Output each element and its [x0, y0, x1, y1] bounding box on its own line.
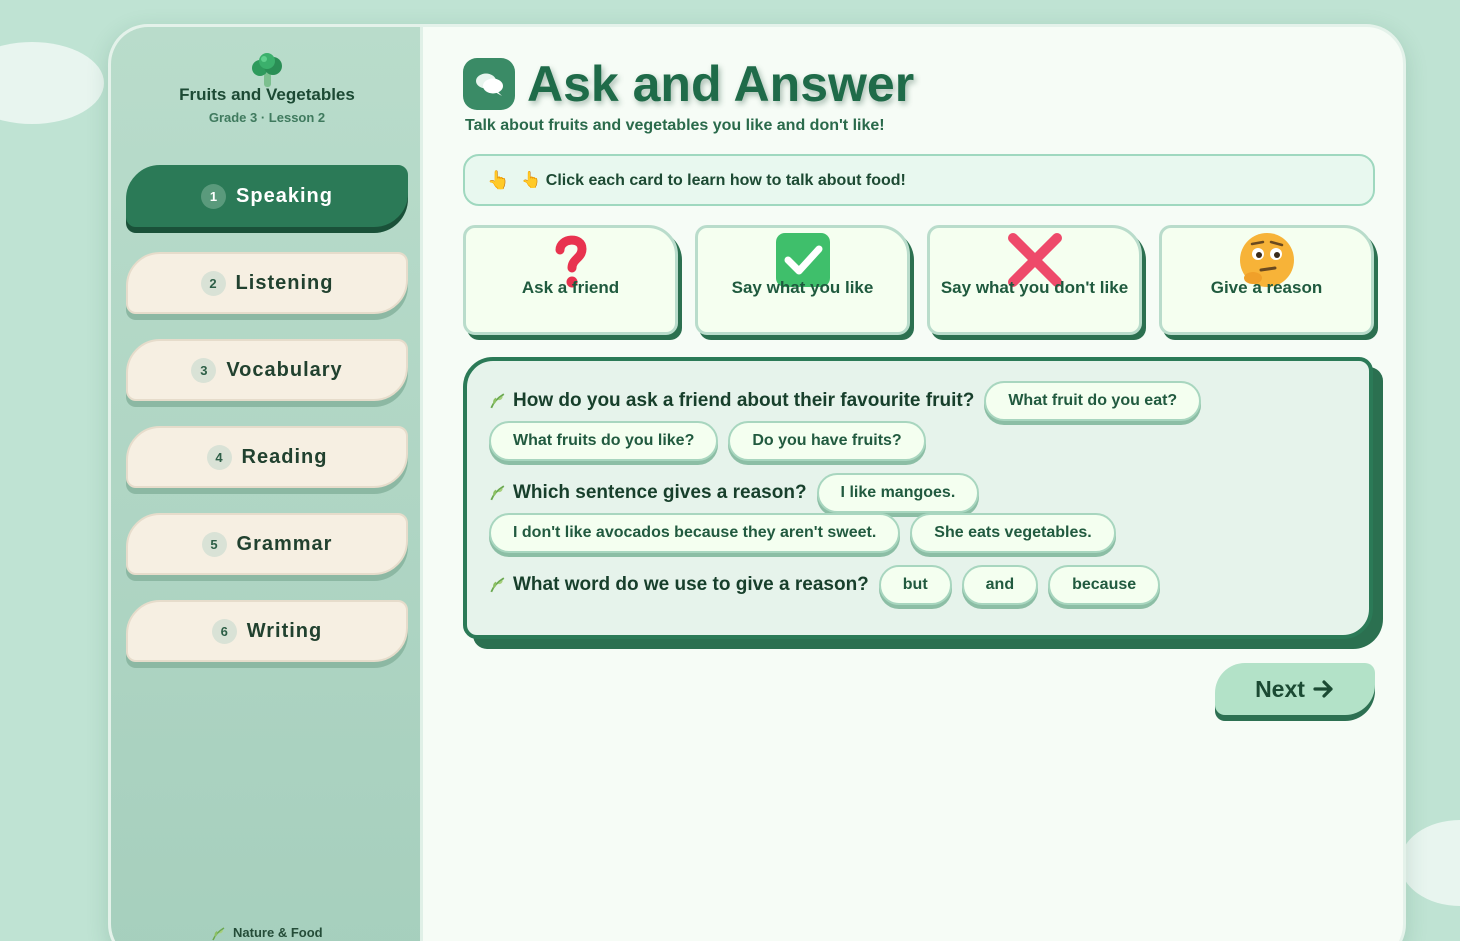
- step-number: 2: [201, 271, 226, 296]
- sidebar-item-label: Listening: [235, 271, 334, 294]
- answer-option[interactable]: I don't like avocados because they aren't sweet.: [489, 513, 900, 553]
- sidebar-item-label: Grammar: [236, 532, 333, 555]
- page-title: Ask and Answer: [527, 56, 915, 112]
- step-number: 4: [207, 445, 232, 470]
- arrow-right-icon: [1313, 678, 1335, 700]
- card-ask-a-friend[interactable]: [463, 225, 678, 335]
- footer-tag: [111, 925, 423, 941]
- sidebar-item-listening[interactable]: [126, 252, 408, 314]
- next-button[interactable]: [1215, 663, 1375, 715]
- card-say-what-you-dont-like[interactable]: [927, 225, 1142, 335]
- brand-subtitle: Grade 3 · Lesson 2: [208, 110, 326, 125]
- answer-option[interactable]: She eats vegetables.: [910, 513, 1115, 553]
- question-text: How do you ask a friend about their favourite fruit?: [489, 390, 974, 412]
- step-number: 1: [201, 184, 226, 209]
- step-number: 6: [212, 619, 237, 644]
- leaf-icon: [489, 393, 505, 409]
- sidebar-item-label: Reading: [241, 445, 328, 468]
- next-label: Next: [1255, 675, 1305, 702]
- option-row: [489, 513, 1116, 553]
- leaf-icon: [489, 577, 505, 593]
- quiz-panel: [463, 357, 1373, 639]
- answer-option[interactable]: Do you have fruits?: [728, 421, 925, 461]
- speech-bubble-icon: [463, 58, 515, 110]
- brand: [111, 51, 423, 125]
- answer-option[interactable]: What fruit do you eat?: [984, 381, 1201, 421]
- card-give-a-reason[interactable]: [1159, 225, 1374, 335]
- pointing-hand-icon: 👆: [487, 169, 510, 190]
- option-row: [489, 421, 926, 461]
- footer-label: Nature & Food: [233, 925, 323, 941]
- sidebar-item-reading[interactable]: [126, 426, 408, 488]
- question-row: [489, 381, 1201, 421]
- card-label: Ask a friend: [521, 278, 620, 297]
- page-subtitle: Talk about fruits and vegetables you like and don't like!: [465, 117, 885, 134]
- card-say-what-you-like[interactable]: [695, 225, 910, 335]
- card-label: Say what you don't like: [940, 278, 1129, 297]
- sidebar-item-vocabulary[interactable]: [126, 339, 408, 401]
- card-row: [463, 225, 1383, 340]
- question-text: Which sentence gives a reason?: [489, 482, 807, 504]
- main-content: [463, 27, 1383, 941]
- card-label: Give a reason: [1210, 278, 1323, 297]
- leaf-icon: [211, 927, 225, 941]
- leaf-icon: [489, 485, 505, 501]
- card-label: Say what you like: [731, 278, 874, 297]
- tip-banner: [463, 154, 1375, 206]
- tip-text: 👆 Click each card to learn how to talk about food!: [521, 172, 906, 189]
- sidebar-item-speaking[interactable]: [126, 165, 408, 227]
- question-text: What word do we use to give a reason?: [489, 574, 869, 596]
- sidebar-item-label: Speaking: [236, 184, 333, 207]
- sidebar-item-writing[interactable]: [126, 600, 408, 662]
- question-row: [489, 473, 979, 513]
- step-number: 3: [191, 358, 216, 383]
- sidebar-item-grammar[interactable]: [126, 513, 408, 575]
- answer-option[interactable]: What fruits do you like?: [489, 421, 718, 461]
- answer-option[interactable]: and: [962, 565, 1038, 605]
- background-blob: [0, 42, 104, 124]
- background-blob: [1400, 820, 1460, 906]
- answer-option[interactable]: because: [1048, 565, 1160, 605]
- page-header: [463, 55, 914, 113]
- step-number: 5: [202, 532, 227, 557]
- question-row: [489, 565, 1160, 605]
- sidebar-item-label: Writing: [246, 619, 323, 642]
- answer-option[interactable]: I like mangoes.: [817, 473, 980, 513]
- app-window: [108, 24, 1406, 941]
- sidebar: [111, 27, 423, 941]
- answer-option[interactable]: but: [879, 565, 952, 605]
- brand-title: Fruits and Vegetables: [179, 85, 355, 104]
- sidebar-item-label: Vocabulary: [226, 358, 343, 381]
